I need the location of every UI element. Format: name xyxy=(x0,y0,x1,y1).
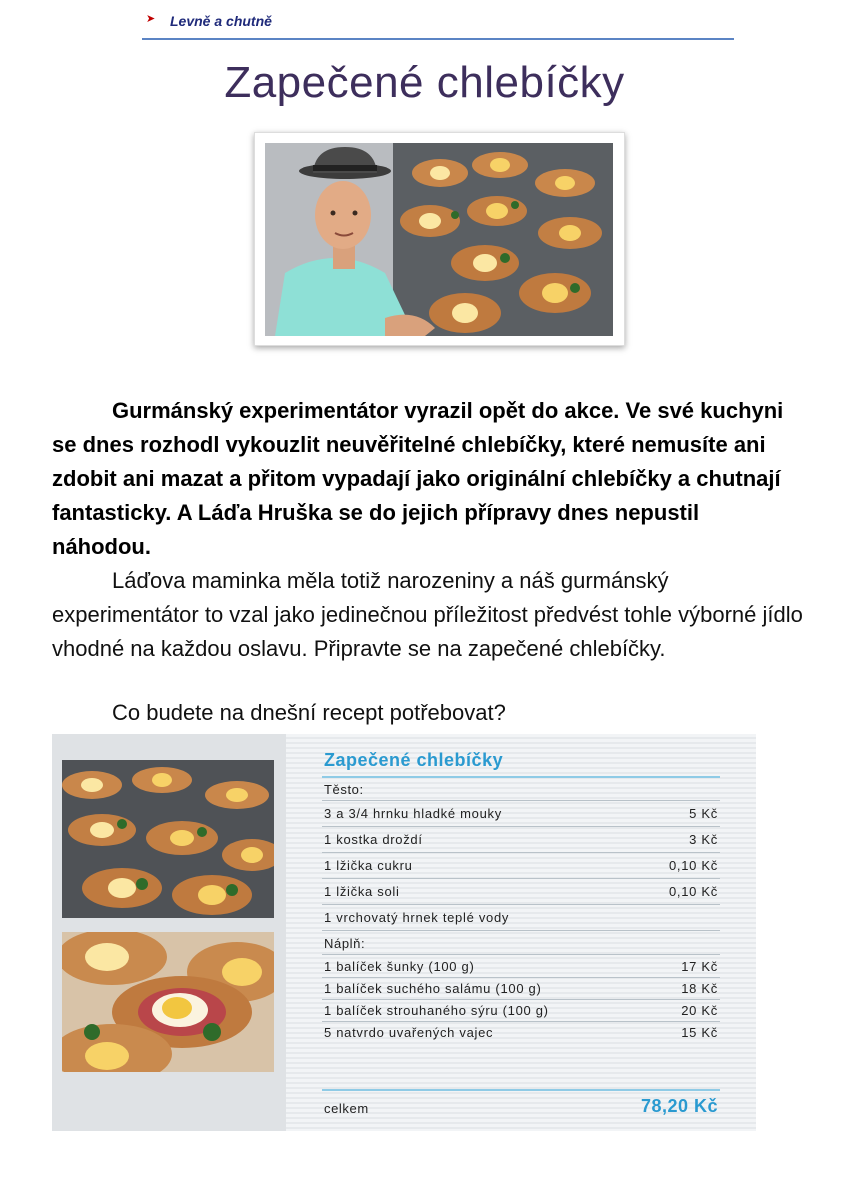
ingredient-price: 17 Kč xyxy=(681,959,718,974)
arrow-bullet-icon: ➤ xyxy=(146,13,156,25)
ingredient-row xyxy=(324,832,718,847)
divider xyxy=(322,878,720,879)
intro-bold-paragraph xyxy=(52,394,802,564)
ingredient-row xyxy=(324,1003,718,1018)
total-label: celkem xyxy=(324,1101,369,1116)
ingredient-price: 20 Kč xyxy=(681,1003,718,1018)
ingredient-row xyxy=(324,981,718,996)
ingredient-name: 1 vrchovatý hrnek teplé vody xyxy=(324,910,510,925)
ingredient-name: 1 balíček suchého salámu (100 g) xyxy=(324,981,542,996)
total-price: 78,20 Kč xyxy=(640,1096,718,1116)
ingredients-question: Co budete na dnešní recept potřebovat? xyxy=(112,700,506,725)
ingredient-name: 1 balíček šunky (100 g) xyxy=(324,959,475,974)
ingredient-price: 15 Kč xyxy=(681,1025,718,1040)
recipe-photos xyxy=(52,734,286,1131)
total-divider xyxy=(322,1089,720,1091)
ingredient-row xyxy=(324,959,718,974)
header-divider xyxy=(142,38,734,40)
divider xyxy=(322,1021,720,1022)
dough-label: Těsto: xyxy=(324,782,364,797)
ingredient-price: 18 Kč xyxy=(681,981,718,996)
divider xyxy=(322,977,720,978)
ingredient-row xyxy=(324,1025,718,1040)
divider xyxy=(322,999,720,1000)
ingredient-row xyxy=(324,858,718,873)
page-title: Zapečené chlebíčky xyxy=(224,58,625,107)
divider xyxy=(322,852,720,853)
chef-photo-frame xyxy=(254,132,625,346)
ingredient-row xyxy=(324,910,718,925)
divider xyxy=(322,800,720,801)
ingredient-name: 1 lžička soli xyxy=(324,884,400,899)
ingredient-price: 3 Kč xyxy=(689,832,718,847)
food-photo-closeup xyxy=(62,932,274,1072)
ingredient-name: 3 a 3/4 hrnku hladké mouky xyxy=(324,806,502,821)
filling-label: Náplň: xyxy=(324,936,366,951)
divider xyxy=(322,954,720,955)
divider xyxy=(322,930,720,931)
ingredient-name: 5 natvrdo uvařených vajec xyxy=(324,1025,494,1040)
recipe-title-underline xyxy=(322,776,720,778)
intro-regular-text: Láďova maminka měla totiž narozeniny a náš gurmánský experimentátor to vzal jako jedinečnou příležitost předvést tohle výborné jídlo vhodné na každou oslavu. Připravte se na zapečené chlebíčky. xyxy=(52,568,803,661)
recipe-title: Zapečené chlebíčky xyxy=(324,750,504,770)
ingredient-name: 1 lžička cukru xyxy=(324,858,413,873)
ingredient-price: 0,10 Kč xyxy=(669,858,718,873)
divider xyxy=(322,826,720,827)
ingredient-price: 0,10 Kč xyxy=(669,884,718,899)
intro-bold-text: Gurmánský experimentátor vyrazil opět do akce. Ve své kuchyni se dnes rozhodl vykouzlit neuvěřitelné chlebíčky, které nemusíte ani zdobit ani mazat a přitom vypadají jako originální chlebíčky a chutnají fantasticky. A Láďa Hruška se do jejich přípravy dnes nepustil náhodou. xyxy=(52,398,784,559)
recipe-card xyxy=(52,734,756,1131)
ingredient-name: 1 kostka droždí xyxy=(324,832,423,847)
ingredient-name: 1 balíček strouhaného sýru (100 g) xyxy=(324,1003,549,1018)
intro-paragraph xyxy=(52,564,812,666)
section-header: Levně a chutně xyxy=(170,13,272,29)
ingredient-row xyxy=(324,884,718,899)
ingredient-price: 5 Kč xyxy=(689,806,718,821)
ingredient-row xyxy=(324,806,718,821)
divider xyxy=(322,904,720,905)
food-photo-tray xyxy=(62,760,274,918)
chef-photo xyxy=(265,143,613,336)
